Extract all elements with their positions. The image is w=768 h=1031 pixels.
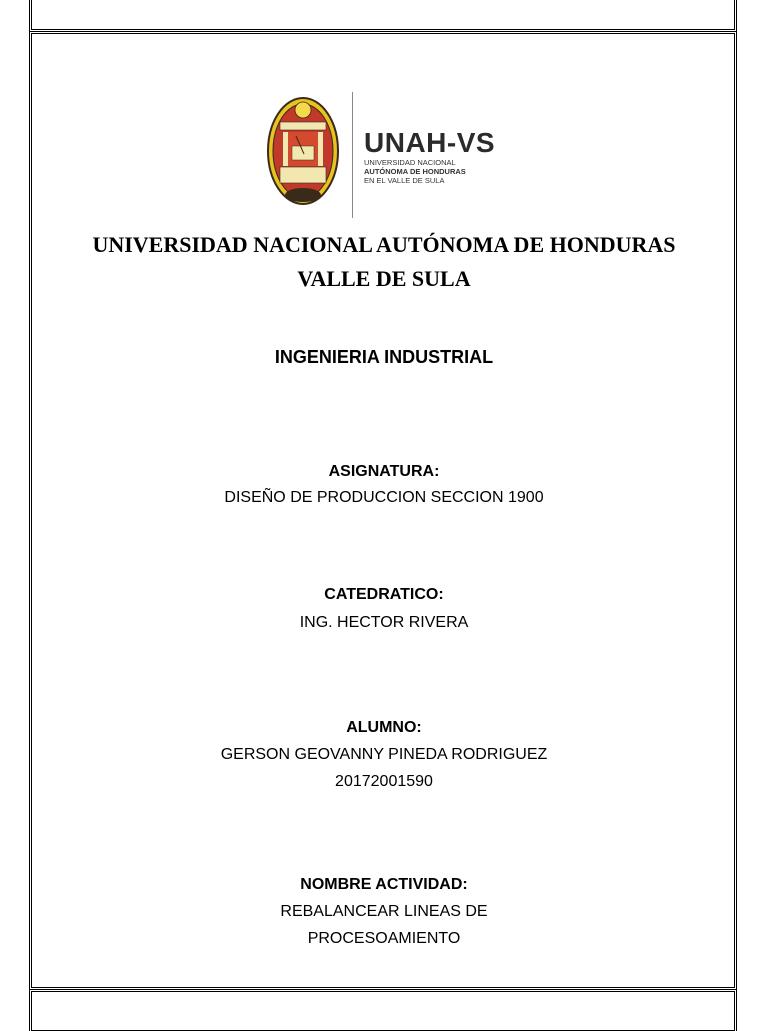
- subject-label: ASIGNATURA:: [328, 463, 440, 480]
- subject-value: DISEÑO DE PRODUCCION SECCION 1900: [224, 489, 544, 506]
- brand-title: UNAH-VS: [364, 127, 496, 158]
- logo-divider: [352, 92, 353, 218]
- activity-name-line-2: PROCESOAMIENTO: [307, 930, 461, 947]
- student-label: ALUMNO:: [346, 719, 422, 736]
- brand-line-2: AUTÓNOMA DE HONDURAS: [364, 167, 466, 176]
- campus-name: VALLE DE SULA: [297, 266, 471, 291]
- brand-line-1: UNIVERSIDAD NACIONAL: [364, 158, 456, 167]
- university-name: UNIVERSIDAD NACIONAL AUTÓNOMA DE HONDURAS: [92, 232, 676, 257]
- brand-line-3: EN EL VALLE DE SULA: [364, 176, 445, 185]
- professor-label: CATEDRATICO:: [324, 586, 444, 603]
- program-title: INGENIERIA INDUSTRIAL: [274, 347, 494, 367]
- page-frame-top: [31, 0, 735, 30]
- activity-label: NOMBRE ACTIVIDAD:: [300, 876, 468, 893]
- student-id: 20172001590: [335, 773, 433, 790]
- student-name: GERSON GEOVANNY PINEDA RODRIGUEZ: [220, 746, 548, 763]
- university-seal-icon: [266, 96, 340, 206]
- unah-vs-logo: [266, 92, 526, 220]
- professor-value: ING. HECTOR RIVERA: [299, 614, 469, 631]
- activity-name-line-1: REBALANCEAR LINEAS DE: [280, 903, 488, 920]
- brand-block: [364, 128, 534, 185]
- page-frame-bottom: [31, 991, 735, 1031]
